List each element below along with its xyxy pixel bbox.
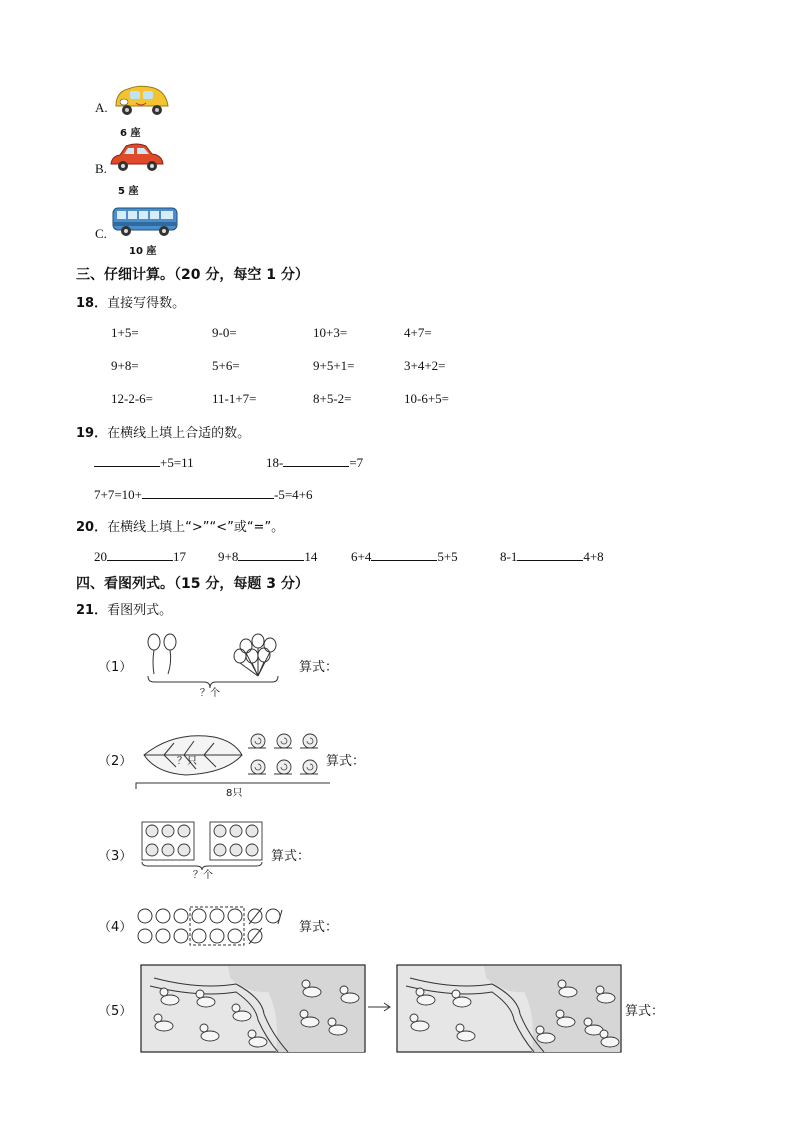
q19-b-suffix: -5=4+6 xyxy=(274,487,313,502)
compare-right: 5+5 xyxy=(437,549,458,564)
calc-item: 4+7= xyxy=(404,325,432,340)
item-3-formula: 算式： xyxy=(271,849,311,864)
item-2-unknown: ？只 xyxy=(177,756,197,767)
answer-blank[interactable] xyxy=(371,548,437,561)
q19-a1-suffix: +5=11 xyxy=(160,455,194,470)
q19-b-prefix: 7+7=10+ xyxy=(94,487,142,502)
answer-blank[interactable] xyxy=(517,548,583,561)
circles-figure xyxy=(134,904,288,948)
question-19 xyxy=(76,422,250,441)
q19-a2-prefix: 18- xyxy=(266,455,284,470)
option-a-letter: A. xyxy=(95,100,108,115)
item-5-formula: 算式： xyxy=(625,1004,665,1019)
item-2-total: 8只 xyxy=(226,788,243,799)
item-3-label: （3） xyxy=(98,849,133,864)
compare-right: 4+8 xyxy=(583,549,604,564)
option-c-caption: 10 座 xyxy=(129,246,157,257)
compare-right: 17 xyxy=(173,549,186,564)
calc-item: 11-1+7= xyxy=(212,391,257,406)
answer-blank[interactable] xyxy=(238,548,304,561)
compare-right: 14 xyxy=(304,549,318,564)
blue-bus-icon xyxy=(110,204,180,240)
compare-item xyxy=(218,548,317,565)
apples-figure xyxy=(140,820,266,870)
section-4-title: 四、看图列式。（15 分，每题 3 分） xyxy=(76,576,309,592)
compare-left: 8-1 xyxy=(500,549,518,564)
question-19-number: 19． xyxy=(76,426,108,441)
calc-item: 12-2-6= xyxy=(111,391,153,406)
q19-row-1 xyxy=(94,454,194,471)
ducks-scene-before xyxy=(140,964,366,1053)
answer-blank[interactable] xyxy=(142,486,274,499)
q19-row-2 xyxy=(94,486,313,503)
red-car-icon xyxy=(108,140,166,176)
calc-item: 10-6+5= xyxy=(404,391,449,406)
calc-item: 10+3= xyxy=(313,325,348,340)
item-5-label: （5） xyxy=(98,1004,133,1019)
item-1-formula: 算式： xyxy=(299,660,339,675)
item-4-formula: 算式： xyxy=(299,920,339,935)
answer-blank[interactable] xyxy=(94,454,160,467)
calc-item: 9-0= xyxy=(212,325,237,340)
arrow-icon xyxy=(368,1001,394,1013)
calc-item: 9+5+1= xyxy=(313,358,355,373)
item-3-unknown: ？个 xyxy=(193,870,213,881)
item-2-formula: 算式： xyxy=(326,754,366,769)
question-18-number: 18． xyxy=(76,296,108,311)
yellow-car-icon xyxy=(110,80,172,120)
question-20-text: 在横线上填上“>”“<”或“=”。 xyxy=(107,520,285,535)
calc-item: 1+5= xyxy=(111,325,139,340)
question-20-number: 20． xyxy=(76,520,108,535)
option-c-letter: C. xyxy=(95,226,107,241)
question-21 xyxy=(76,599,172,618)
calc-item: 8+5-2= xyxy=(313,391,352,406)
calc-item: 9+8= xyxy=(111,358,139,373)
section-3-title: 三、仔细计算。（20 分，每空 1 分） xyxy=(76,267,309,283)
item-4-label: （4） xyxy=(98,920,133,935)
q19-a2-suffix: =7 xyxy=(349,455,364,470)
calc-item: 5+6= xyxy=(212,358,240,373)
compare-left: 6+4 xyxy=(351,549,372,564)
question-18 xyxy=(76,292,185,311)
item-2-label: （2） xyxy=(98,754,133,769)
item-1-unknown: ？个 xyxy=(200,688,220,699)
option-b-caption: 5 座 xyxy=(118,186,139,197)
question-21-number: 21． xyxy=(76,603,108,618)
option-a-caption: 6 座 xyxy=(120,128,141,139)
item-1-label: （1） xyxy=(98,660,133,675)
answer-blank[interactable] xyxy=(107,548,173,561)
question-19-text: 在横线上填上合适的数。 xyxy=(107,426,251,441)
question-18-text: 直接写得数。 xyxy=(107,296,186,311)
q19-row-1b xyxy=(266,454,363,471)
compare-item xyxy=(94,548,186,565)
compare-left: 20 xyxy=(94,549,107,564)
calc-item: 3+4+2= xyxy=(404,358,446,373)
option-b-letter: B. xyxy=(95,161,107,176)
compare-left: 9+8 xyxy=(218,549,239,564)
compare-item xyxy=(351,548,458,565)
compare-item xyxy=(500,548,604,565)
ducks-scene-after xyxy=(396,964,622,1053)
question-20 xyxy=(76,516,284,535)
question-21-text: 看图列式。 xyxy=(107,603,173,618)
answer-blank[interactable] xyxy=(283,454,349,467)
